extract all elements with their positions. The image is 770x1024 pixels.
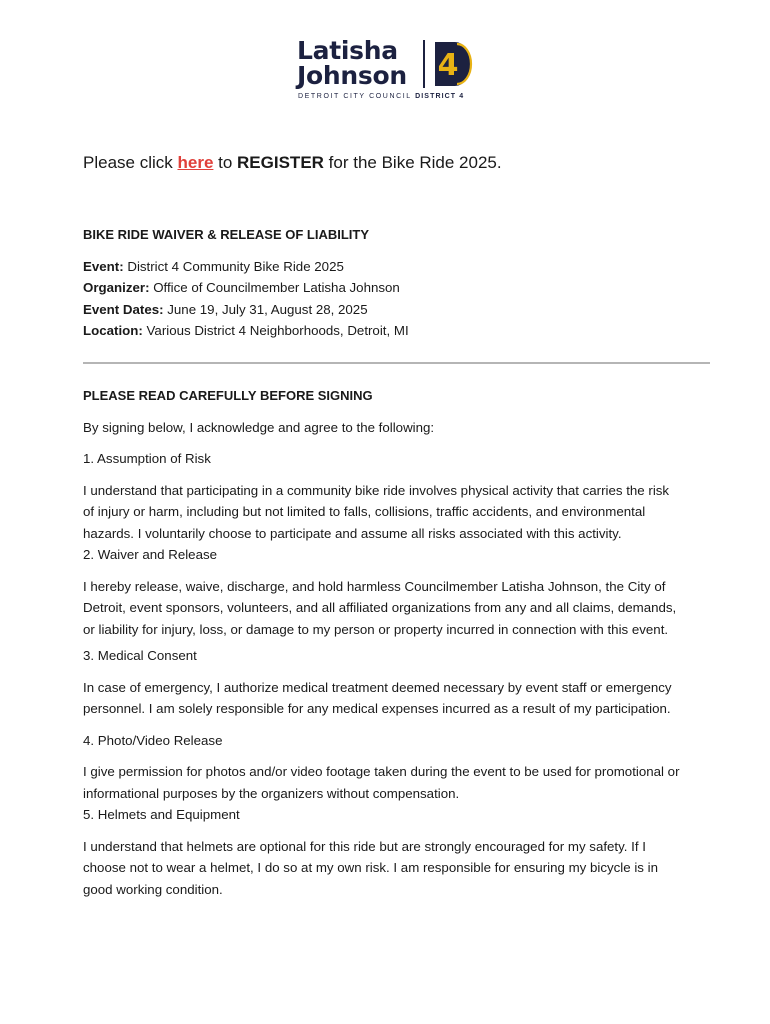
logo-subtitle [298, 93, 464, 100]
register-prefix: Please click [83, 153, 178, 172]
meta-event-label: Event: [83, 258, 124, 274]
section-body: I understand that helmets are optional for this ride but are strongly encouraged for my safety. If I choose not to wear a helmet, I do so at my own risk. I am responsible for ensuring my bicycle is in good working condition. [83, 838, 658, 897]
section-divider [83, 362, 710, 364]
meta-event-value: District 4 Community Bike Ride 2025 [123, 258, 344, 274]
section-body: I understand that participating in a community bike ride involves physical activity that carries the risk of injury or harm, including but not limited to falls, collisions, traffic accidents, and environmental hazards. I voluntarily choose to participate and assume all risks associated with this activity. [83, 482, 670, 541]
logo-name [297, 38, 407, 88]
meta-organizer-label: Organizer: [83, 280, 150, 295]
logo-subtitle-council: DETROIT CITY COUNCIL [298, 93, 412, 100]
meta-organizer [83, 277, 683, 299]
section-title: 1. Assumption of Risk [83, 451, 211, 466]
meta-dates-value: June 19, July 31, August 28, 2025 [163, 301, 368, 317]
badge-number: 4 [437, 48, 459, 83]
section-title: 4. Photo/Video Release [83, 732, 223, 748]
meta-event [83, 256, 683, 278]
register-middle: to [213, 153, 238, 172]
logo-divider [423, 40, 425, 88]
meta-location [83, 320, 683, 342]
meta-location-value: Various District 4 Neighborhoods, Detroit, MI [142, 323, 409, 338]
section-title: 5. Helmets and Equipment [83, 807, 240, 822]
council-logo [297, 38, 487, 104]
terms-section [83, 385, 683, 900]
register-line [83, 153, 502, 173]
district-4-badge-icon [431, 40, 473, 88]
section-body: I give permission for photos and/or video footage taken during the event to be used for promotional or informational purposes by the organizers without compensation. [83, 764, 680, 801]
section-body: I hereby release, waive, discharge, and hold harmless Councilmember Latisha Johnson, the City of Detroit, event sponsors, volunteers, and all affiliated organizations from any and all claims, demands, or liability for injury, loss, or damage to my person or property incurred in connection with this event. [83, 578, 677, 637]
meta-dates [83, 299, 683, 321]
terms-intro: By signing below, I acknowledge and agree to the following: [83, 419, 435, 435]
section-body: In case of emergency, I authorize medical treatment deemed necessary by event staff or emergency personnel. I am solely responsible for any medical expenses incurred as a result of my participation. [83, 679, 672, 716]
register-bold: REGISTER [237, 153, 324, 172]
logo-name-line2: Johnson [297, 61, 407, 90]
waiver-header [83, 224, 683, 342]
meta-organizer-value: Office of Councilmember Latisha Johnson [149, 280, 400, 295]
register-link[interactable]: here [177, 153, 214, 172]
waiver-title: BIKE RIDE WAIVER & RELEASE OF LIABILITY [83, 227, 370, 242]
meta-location-label: Location: [83, 323, 143, 338]
section-title: 3. Medical Consent [83, 648, 197, 663]
logo-subtitle-district: DISTRICT 4 [415, 93, 465, 100]
logo-name-line1: Latisha [297, 36, 398, 65]
section-title: 2. Waiver and Release [83, 547, 218, 562]
terms-heading: PLEASE READ CAREFULLY BEFORE SIGNING [83, 388, 373, 403]
register-suffix: for the Bike Ride 2025. [323, 153, 502, 172]
meta-dates-label: Event Dates: [83, 301, 164, 317]
